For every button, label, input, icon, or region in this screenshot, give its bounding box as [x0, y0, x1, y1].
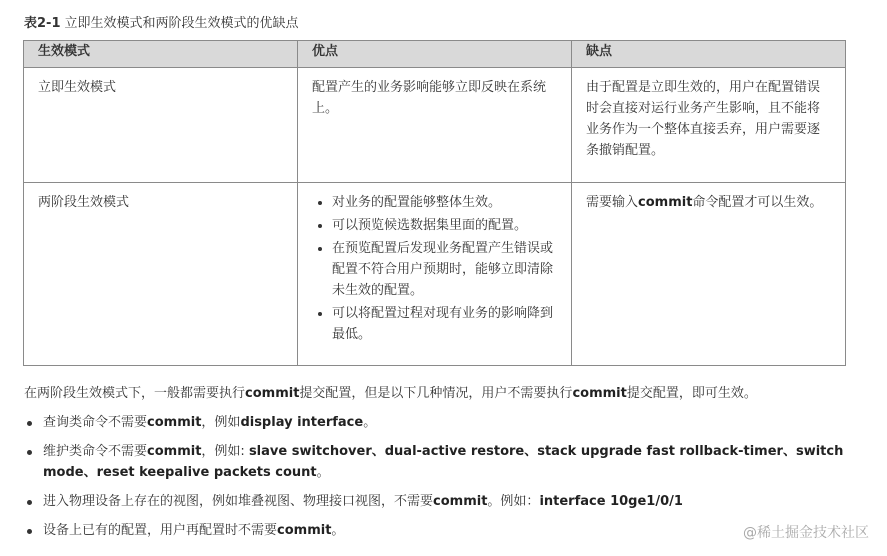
row2-cons-text: 命令配置才可以生效。	[692, 195, 823, 210]
text: 查询类命令不需要	[43, 415, 148, 430]
table-row	[24, 183, 846, 366]
notes-list	[24, 412, 864, 541]
row1-mode: 立即生效模式	[24, 68, 298, 183]
list-item	[24, 412, 864, 433]
header-cons: 缺点	[572, 41, 846, 68]
command-text: commit	[147, 415, 202, 430]
text: 。例如：	[487, 494, 540, 509]
command-text: commit	[433, 494, 488, 509]
command-text: interface 10ge1/0/1	[539, 494, 683, 509]
list-item: • 可以预览候选数据集里面的配置。	[332, 215, 555, 236]
text: 。	[316, 465, 330, 480]
command-text: slave switchover、dual-active restore、stack upgrade fast rollback-timer、switch mode、reset keepalive packets count	[43, 444, 844, 480]
command-text: commit	[147, 444, 202, 459]
text: 进入物理设备上存在的视图，例如堆叠视图、物理接口视图，不需要	[43, 494, 434, 509]
caption-title: 立即生效模式和两阶段生效模式的优缺点	[64, 16, 299, 31]
table-caption	[24, 12, 299, 31]
list-item	[24, 520, 864, 541]
text: 维护类命令不需要	[43, 444, 148, 459]
list-item: • 在预览配置后发现业务配置产生错误或配置不符合用户预期时，能够立即清除未生效的配置。	[332, 238, 555, 301]
text: 提交配置，但是以下几种情况，用户不需要执行	[299, 386, 573, 401]
text: 。	[363, 415, 377, 430]
text: 设备上已有的配置，用户再配置时不需要	[43, 523, 278, 538]
list-item	[24, 441, 864, 483]
header-pros: 优点	[298, 41, 572, 68]
text: 。	[331, 523, 345, 538]
row2-cons-text: 需要输入	[586, 195, 639, 210]
row1-cons: 由于配置是立即生效的，用户在配置错误时会直接对运行业务产生影响，且不能将业务作为一个整体直接丢弃，用户需要逐条撤销配置。	[572, 68, 846, 183]
notes-intro	[24, 383, 864, 404]
command-text: commit	[277, 523, 332, 538]
command-text: commit	[245, 386, 300, 401]
command-text: display interface	[240, 415, 364, 430]
row2-cons	[572, 183, 846, 366]
header-mode: 生效模式	[24, 41, 298, 68]
list-item: • 可以将配置过程对现有业务的影响降到最低。	[332, 303, 555, 345]
row2-mode: 两阶段生效模式	[24, 183, 298, 366]
text: ，例如:	[201, 444, 249, 459]
watermark: @稀土掘金技术社区	[743, 525, 869, 541]
table-row	[24, 68, 846, 183]
caption-number: 表2-1	[24, 16, 61, 31]
row2-cons-command: commit	[638, 195, 693, 210]
text: 在两阶段生效模式下，一般都需要执行	[24, 386, 246, 401]
text: ，例如	[201, 415, 241, 430]
text: 提交配置，即可生效。	[626, 386, 757, 401]
command-text: commit	[572, 386, 627, 401]
row1-pros: 配置产生的业务影响能够立即反映在系统上。	[298, 68, 572, 183]
row2-pros	[298, 183, 572, 366]
row2-pros-list	[312, 192, 555, 345]
list-item	[24, 491, 864, 512]
notes-section	[24, 383, 864, 549]
comparison-table	[23, 40, 846, 366]
table-header-row	[24, 41, 846, 68]
list-item: • 对业务的配置能够整体生效。	[332, 192, 555, 213]
